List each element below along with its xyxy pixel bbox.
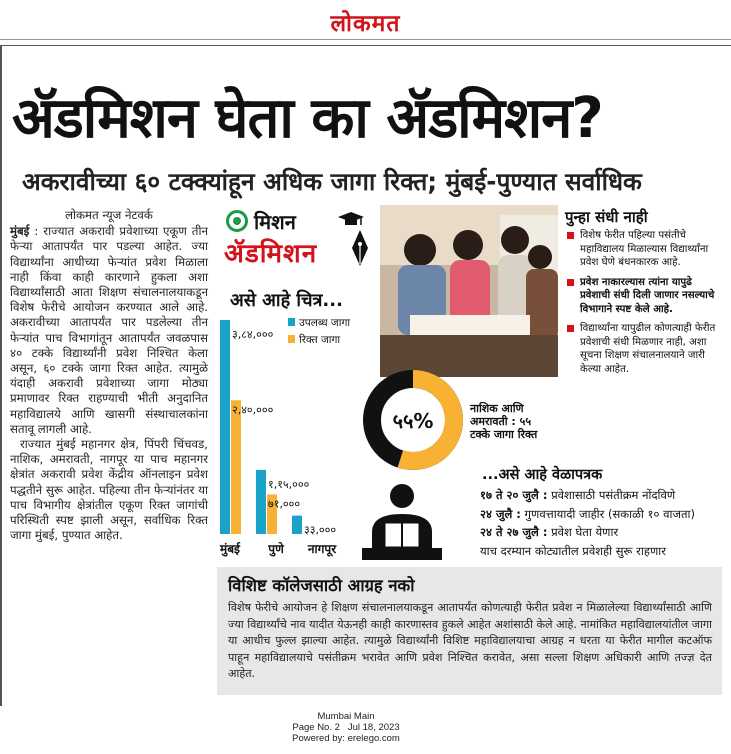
fountain-pen-icon xyxy=(350,228,370,268)
footer-powered[interactable]: Powered by: erelego.com xyxy=(292,733,400,744)
list-item: विद्यार्थ्यांना यापुढील कोणत्याही फेरीत प्रवेशाची संधी मिळणार नाही, अशा सूचना शिक्षण संचालनालयाने जारी केल्या आहेत. xyxy=(567,322,725,376)
article-column xyxy=(10,208,208,543)
ring-caption-line-3: टक्के जागा रिक्त xyxy=(470,428,538,441)
schedule-date: १७ ते २० जुलै : xyxy=(480,488,548,502)
schedule-row xyxy=(480,486,730,505)
schedule-row xyxy=(480,523,730,542)
logo-word-admission: ॲडमिशन xyxy=(224,239,318,269)
schedule-date: २४ ते २७ जुलै : xyxy=(480,525,548,539)
masthead-logo[interactable]: लोकमत xyxy=(330,10,401,37)
masthead-rule xyxy=(0,39,731,40)
schedule-date: २४ जुलै : xyxy=(480,506,521,521)
category-label: नागपूर xyxy=(307,542,337,556)
list-item: प्रवेश नाकारल्यास त्यांना यापुढे प्रवेशाची संधी दिली जाणार नसल्याचे विभागाने स्पष्ट केले आहे. xyxy=(567,276,725,317)
advice-box-title: विशिष्ट कॉलेजसाठी आग्रह नको xyxy=(228,576,415,595)
bar-value-label: २,४०,००० xyxy=(232,403,274,417)
legend-swatch xyxy=(288,335,295,343)
dateline: मुंबई xyxy=(10,224,30,239)
bar-available xyxy=(256,470,266,534)
bar-value-label: १,१५,००० xyxy=(268,477,310,491)
footer-page: Page No. 2 xyxy=(292,722,340,733)
footer-page-date xyxy=(276,722,416,733)
no-second-chance-title: पुन्हा संधी नाही xyxy=(565,208,648,226)
bar-value-label: ३३,००० xyxy=(304,523,337,537)
footer-edition: Mumbai Main xyxy=(317,711,375,722)
chart-title: असे आहे चित्र... xyxy=(230,290,343,311)
bar-value-label: ३,८४,००० xyxy=(232,328,274,341)
ring-caption-line-1: नाशिक आणि xyxy=(470,402,524,415)
page-left-rule xyxy=(0,46,2,706)
byline: लोकमत न्यूज नेटवर्क xyxy=(65,208,153,222)
schedule-text: याच दरम्यान कोट्यातील प्रवेशही सुरू राहणार xyxy=(480,543,666,558)
ring-caption-line-2: अमरावती : ५५ xyxy=(470,415,532,428)
article-paragraph-1 xyxy=(10,224,208,437)
schedule-title: ...असे आहे वेळापत्रक xyxy=(482,467,603,483)
article-paragraph-1-text: : राज्यात अकरावी प्रवेशाच्या एकूण तीन फेऱ्या आतापर्यंत पार पडल्या आहेत. ज्या विद्यार्थ्यांना आधीच्या फेऱ्यांत प्रवेश मिळाला नाही किंवा काही कारणाने हुकला अशा विद्यार्थ्यांसाठी आता शिक्षण संचालनालयाकडून विशेष फेरीचे आयोजन करण्यात आले आहे. अकरावीच्या आतापर्यंत पार पडलेल्या तीन फेऱ्यांत पाच विभागांतून आतापर्यंत जवळपास ४० टक्के विद्यार्थ्यांनी प्रवेश निश्चित केला असून, ६० टक्के जागा रिक्त आहेत. त्यामुळे यंदाही अकरावी प्रवेशाच्या जागा मोठ्या प्रमाणावर रिक्त राहण्याची भीती अनुदानित महाविद्यालये आणि खासगी संस्थाचालकांना सतावू लागली आहे. xyxy=(10,224,208,436)
schedule-list xyxy=(480,486,730,560)
schedule-row xyxy=(480,505,730,524)
legend-label: रिक्त जागा xyxy=(299,334,341,346)
bar-value-label: ७१,००० xyxy=(268,497,301,511)
footer-date: Jul 18, 2023 xyxy=(347,722,400,733)
category-label: पुणे xyxy=(268,542,284,556)
schedule-text: प्रवेश घेता येणार xyxy=(547,525,619,539)
legend-swatch xyxy=(288,318,295,326)
schedule-text: प्रवेशासाठी पसंतीक्रम नोंदविणे xyxy=(547,488,676,502)
subheadline: अकरावीच्या ६० टक्क्यांहून अधिक जागा रिक्त; मुंबई-पुण्यात सर्वाधिक xyxy=(22,167,642,196)
advice-box-text: विशेष फेरीचे आयोजन हे शिक्षण संचालनालयाकडून आतापर्यंत कोणत्याही फेरीत प्रवेश न मिळालेल्या विद्यार्थ्यांसाठी आणि ज्या विद्यार्थ्यांचे नाव यादीत येऊनही काही कारणास्तव हुकले आहेत अशांसाठी केले आहे. नामांकित महाविद्यालयांतील जागा या आधीच फुल्ल झाल्या आहेत. त्यामुळे विद्यार्थ्यांनी विशिष्ट महाविद्यालयाचा आग्रह न धरता या फेरीत मागील कटऑफ पाहून महाविद्यालयाचे पसंतीक्रम भरावेत आणि प्रवेश निश्चित करावेत, असा सल्ला शिक्षण अधिकारी आणि तज्ज्ञ देत आहेत. xyxy=(228,601,712,681)
schedule-row xyxy=(480,542,730,561)
headline: ॲडमिशन घेता का ॲडमिशन? xyxy=(12,86,603,151)
students-photo xyxy=(380,205,558,377)
schedule-text: गुणवत्तायादी जाहीर (सकाळी १० वाजता) xyxy=(520,506,695,521)
student-reading-icon xyxy=(358,480,446,562)
seats-bar-chart xyxy=(214,314,379,564)
bar-vacant xyxy=(231,400,241,534)
vacancy-percent-ring xyxy=(360,367,466,473)
ring-caption xyxy=(470,402,556,441)
category-label: मुंबई xyxy=(220,542,240,556)
bar-available xyxy=(292,516,302,534)
list-item: विशेष फेरीत पहिल्या पसंतीचे महाविद्यालय मिळाल्यास विद्यार्थ्यांना प्रवेश घेणे बंधनकारक आहे. xyxy=(567,229,725,270)
advice-box xyxy=(217,567,722,695)
article-paragraph-2: राज्यात मुंबई महानगर क्षेत्र, पिंपरी चिंचवड, नाशिक, अमरावती, नागपूर या पाच महानगर क्षेत्रांत अकरावी प्रवेश केंद्रीय ऑनलाइन प्रवेश पद्धतीने सुरू आहेत. पहिल्या तीन फेऱ्यांनंतर या पाच विभागीय क्षेत्रांतील एकूण रिक्त जागांची परिस्थिती स्पष्ट झाली असून, सर्वाधिक रिक्त जागा मुंबई, पुण्यात आहेत. xyxy=(10,437,208,543)
bar-available xyxy=(220,320,230,534)
percent-label: ५५% xyxy=(392,409,434,433)
page-footer xyxy=(276,711,416,744)
target-icon xyxy=(226,210,248,232)
no-second-chance-list xyxy=(567,229,725,382)
graduation-cap-icon xyxy=(338,212,364,226)
logo-word-mission: मिशन xyxy=(254,210,296,234)
legend-label: उपलब्ध जागा xyxy=(299,317,351,329)
